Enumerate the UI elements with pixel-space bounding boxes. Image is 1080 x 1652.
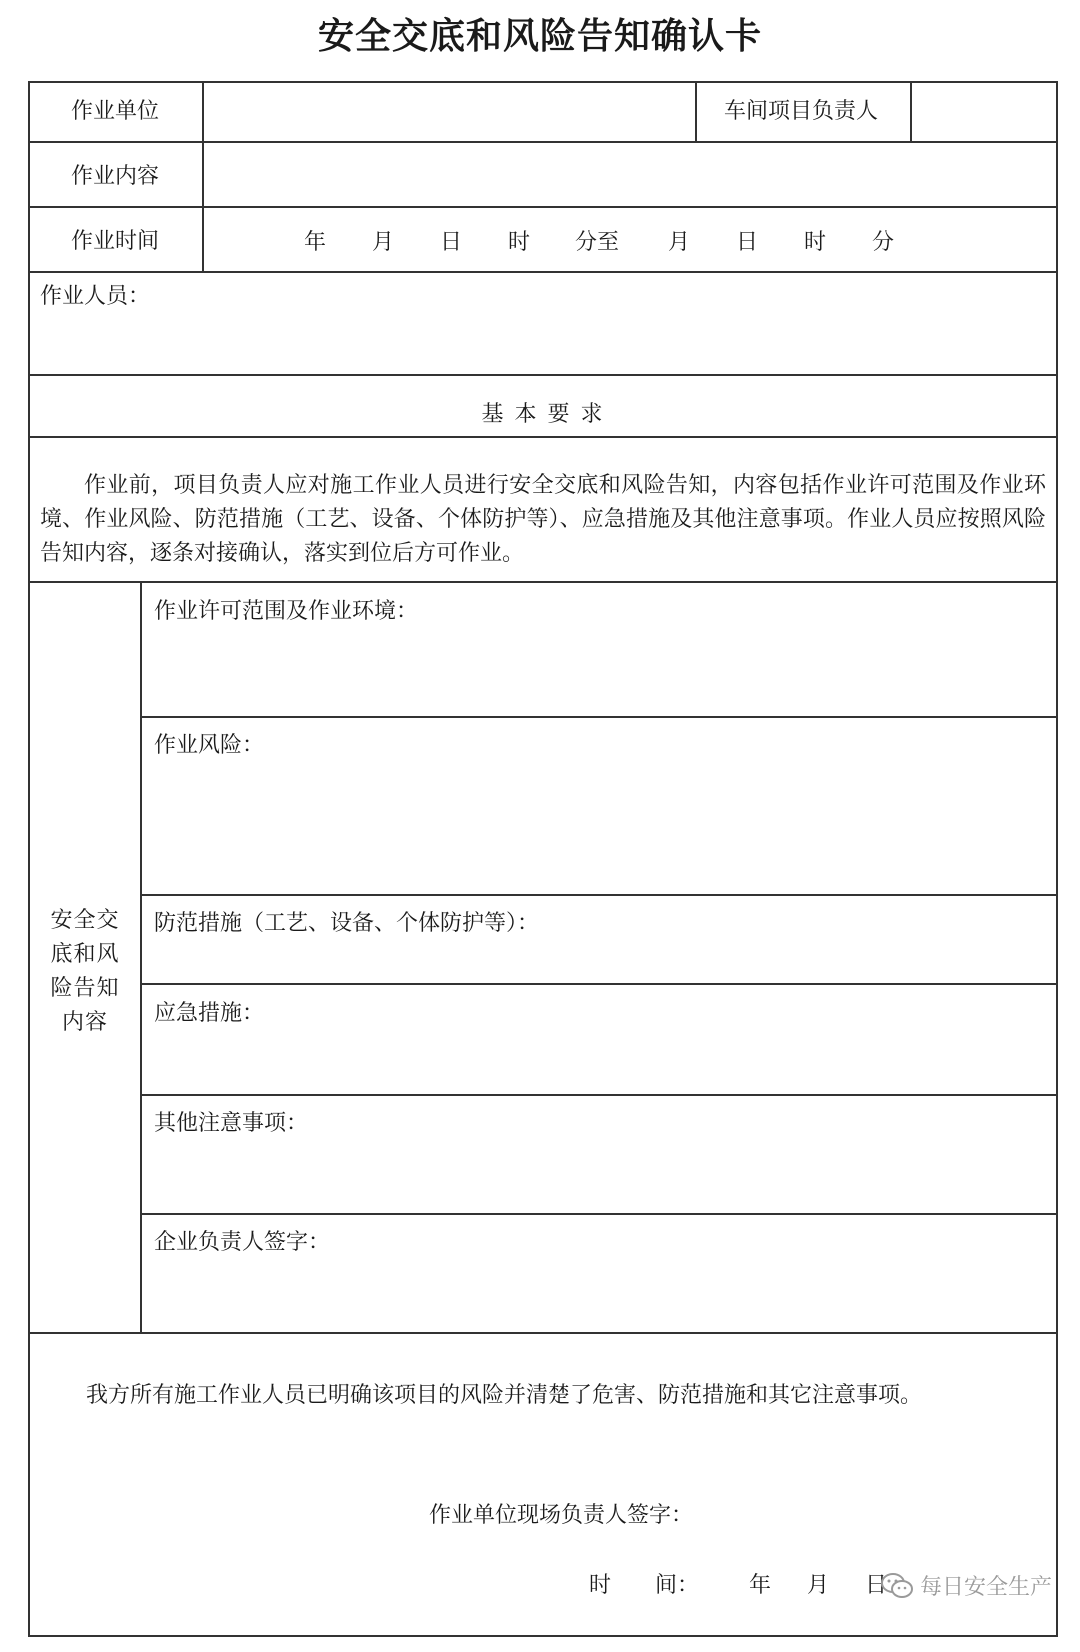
row-divider bbox=[28, 374, 1058, 376]
workers-field[interactable] bbox=[32, 312, 1054, 370]
time-year-unit: 年 bbox=[304, 230, 327, 255]
column-divider bbox=[202, 81, 204, 273]
work-content-field[interactable] bbox=[206, 145, 1054, 203]
side-label-line: 安全交 bbox=[50, 908, 120, 933]
confirmation-year-unit: 年 bbox=[749, 1573, 772, 1598]
emergency-measures-label: 应急措施： bbox=[154, 1001, 265, 1026]
watermark bbox=[880, 1570, 1052, 1601]
confirmation-statement: 我方所有施工作业人员已明确该项目的风险并清楚了危害、防范措施和其它注意事项。 bbox=[86, 1383, 923, 1408]
row-divider bbox=[141, 983, 1058, 985]
work-risk-label: 作业风险： bbox=[154, 733, 265, 758]
prevention-measures-label: 防范措施（工艺、设备、个体防护等）： bbox=[154, 911, 540, 936]
row-divider bbox=[141, 716, 1058, 718]
confirmation-time-label: 时 间： bbox=[589, 1573, 700, 1598]
enterprise-leader-signature-label: 企业负责人签字： bbox=[154, 1230, 331, 1255]
row-divider bbox=[141, 1213, 1058, 1215]
permit-scope-field[interactable] bbox=[146, 628, 1054, 712]
row-divider bbox=[141, 894, 1058, 896]
watermark-text: 每日安全生产 bbox=[919, 1575, 1052, 1600]
project-leader-label: 车间项目负责人 bbox=[724, 99, 879, 124]
row-divider bbox=[28, 206, 1058, 208]
side-label-line: 险告知 bbox=[50, 976, 120, 1001]
side-label-line: 底和风 bbox=[50, 942, 120, 967]
permit-scope-label: 作业许可范围及作业环境： bbox=[154, 599, 419, 624]
prevention-measures-field[interactable] bbox=[146, 940, 1054, 980]
time-minute-to-unit: 分至 bbox=[575, 230, 620, 255]
row-divider bbox=[28, 581, 1058, 583]
disclosure-side-label bbox=[37, 904, 133, 1040]
work-unit-field[interactable] bbox=[206, 85, 693, 140]
column-divider bbox=[695, 81, 697, 143]
work-risk-field[interactable] bbox=[146, 762, 1054, 890]
row-divider bbox=[28, 141, 1058, 143]
row-divider bbox=[28, 1332, 1058, 1334]
other-notes-label: 其他注意事项： bbox=[154, 1111, 309, 1136]
time-day-unit: 日 bbox=[440, 230, 463, 255]
time-hour-unit: 时 bbox=[508, 230, 531, 255]
time-end-minute-unit: 分 bbox=[872, 230, 895, 255]
document-title: 安全交底和风险告知确认卡 bbox=[317, 15, 762, 57]
emergency-measures-field[interactable] bbox=[146, 1030, 1054, 1090]
column-divider bbox=[140, 581, 142, 1334]
side-label-line: 内容 bbox=[61, 1010, 108, 1035]
wechat-icon bbox=[880, 1572, 914, 1600]
work-time-label: 作业时间 bbox=[71, 229, 160, 254]
confirmation-month-unit: 月 bbox=[807, 1573, 830, 1598]
row-divider bbox=[141, 1094, 1058, 1096]
confirmation-day-unit: 日 bbox=[865, 1573, 888, 1598]
row-divider bbox=[28, 436, 1058, 438]
site-leader-signature-label: 作业单位现场负责人签字： bbox=[429, 1503, 694, 1528]
requirements-heading: 基 本 要 求 bbox=[481, 402, 605, 427]
time-month-unit: 月 bbox=[372, 230, 395, 255]
work-unit-label: 作业单位 bbox=[71, 99, 160, 124]
column-divider bbox=[910, 81, 912, 143]
other-notes-field[interactable] bbox=[146, 1140, 1054, 1209]
work-content-label: 作业内容 bbox=[71, 164, 160, 189]
site-leader-signature-field[interactable] bbox=[692, 1490, 992, 1530]
row-divider bbox=[28, 271, 1058, 273]
time-end-hour-unit: 时 bbox=[804, 230, 827, 255]
enterprise-leader-signature-field[interactable] bbox=[146, 1259, 1054, 1328]
workers-label: 作业人员： bbox=[40, 284, 151, 309]
time-end-day-unit: 日 bbox=[736, 230, 759, 255]
project-leader-field[interactable] bbox=[914, 85, 1054, 140]
time-end-month-unit: 月 bbox=[668, 230, 691, 255]
requirements-paragraph: 作业前，项目负责人应对施工作业人员进行安全交底和风险告知，内容包括作业许可范围及作业环境、作业风险、防范措施（工艺、设备、个体防护等）、应急措施及其他注意事项。作业人员应按照风险告知内容，逐条对接确认，落实到位后方可作业。 bbox=[40, 473, 1046, 566]
